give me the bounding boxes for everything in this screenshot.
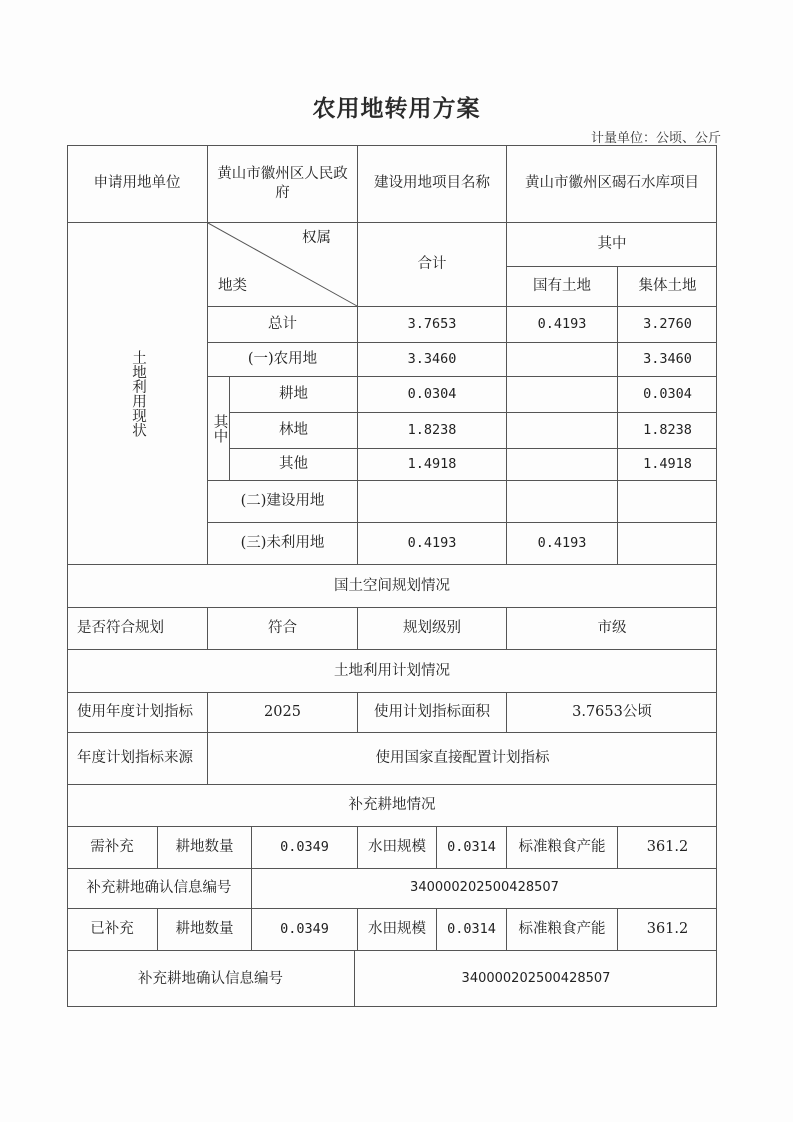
row-total-collective: 3.2760 — [618, 307, 717, 343]
done-confirm-label: 补充耕地确认信息编号 — [67, 951, 355, 1007]
annual-index-label: 使用年度计划指标 — [67, 693, 208, 733]
among-label — [208, 377, 230, 481]
row-other-collective: 1.4918 — [618, 449, 717, 481]
index-source-value: 使用国家直接配置计划指标 — [208, 733, 717, 785]
row-agri-name: (一)农用地 — [208, 343, 358, 377]
annual-index-value: 2025 — [208, 693, 358, 733]
header-landtype: 地类 — [218, 278, 247, 295]
planning-section-title: 国土空间规划情况 — [67, 565, 717, 608]
row-construction-collective — [618, 481, 717, 523]
row-unused-name: (三)未利用地 — [208, 523, 358, 565]
project-name-label: 建设用地项目名称 — [358, 145, 507, 223]
conform-value: 符合 — [208, 608, 358, 650]
row-farmland-name: 耕地 — [230, 377, 358, 413]
row-forest-sum: 1.8238 — [358, 413, 507, 449]
need-qty-value: 0.0349 — [252, 827, 358, 869]
plan-use-section-title: 土地利用计划情况 — [67, 650, 717, 693]
row-construction-sum — [358, 481, 507, 523]
done-confirm-number: 340000202500428507 — [461, 970, 611, 986]
index-area-label: 使用计划指标面积 — [358, 693, 507, 733]
index-source-label: 年度计划指标来源 — [67, 733, 208, 785]
row-total-state: 0.4193 — [507, 307, 618, 343]
row-unused-sum: 0.4193 — [358, 523, 507, 565]
row-construction-state — [507, 481, 618, 523]
measurement-unit: 计量单位：公顷、公斤 — [590, 131, 721, 146]
need-supplement-label: 需补充 — [67, 827, 158, 869]
index-area-value: 3.7653公顷 — [507, 693, 717, 733]
header-total: 合计 — [358, 223, 507, 307]
row-farmland-sum: 0.0304 — [358, 377, 507, 413]
row-unused-collective — [618, 523, 717, 565]
diagonal-header-cell — [208, 223, 358, 307]
done-qty-label: 耕地数量 — [158, 909, 252, 951]
header-collective-land: 集体土地 — [618, 267, 717, 307]
header-among: 其中 — [507, 223, 717, 267]
plan-level-value: 市级 — [507, 608, 717, 650]
need-grain-label: 标准粮食产能 — [507, 827, 618, 869]
done-grain-label: 标准粮食产能 — [507, 909, 618, 951]
plan-level-label: 规划级别 — [358, 608, 507, 650]
done-paddy-label: 水田规模 — [358, 909, 437, 951]
done-qty-value: 0.0349 — [252, 909, 358, 951]
applicant-value: 黄山市徽州区人民政府 — [208, 145, 358, 223]
land-use-side-label — [67, 223, 208, 565]
header-state-land: 国有土地 — [507, 267, 618, 307]
done-supplement-label: 已补充 — [67, 909, 158, 951]
need-paddy-value: 0.0314 — [437, 827, 507, 869]
row-other-name: 其他 — [230, 449, 358, 481]
row-farmland-state — [507, 377, 618, 413]
row-total-sum: 3.7653 — [358, 307, 507, 343]
supplement-section-title: 补充耕地情况 — [67, 785, 717, 827]
row-farmland-collective: 0.0304 — [618, 377, 717, 413]
need-grain-value: 361.2 — [618, 827, 717, 869]
row-forest-name: 林地 — [230, 413, 358, 449]
need-confirm-number: 340000202500428507 — [252, 869, 717, 909]
done-grain-value: 361.2 — [618, 909, 717, 951]
row-forest-collective: 1.8238 — [618, 413, 717, 449]
row-other-sum: 1.4918 — [358, 449, 507, 481]
applicant-label: 申请用地单位 — [67, 145, 208, 223]
row-construction-name: (二)建设用地 — [208, 481, 358, 523]
row-agri-sum: 3.3460 — [358, 343, 507, 377]
row-agri-state — [507, 343, 618, 377]
row-unused-state: 0.4193 — [507, 523, 618, 565]
need-confirm-label: 补充耕地确认信息编号 — [67, 869, 252, 909]
need-paddy-label: 水田规模 — [358, 827, 437, 869]
conform-label: 是否符合规划 — [67, 608, 208, 650]
row-forest-state — [507, 413, 618, 449]
project-name-value: 黄山市徽州区碣石水库项目 — [507, 145, 717, 223]
need-qty-label: 耕地数量 — [158, 827, 252, 869]
land-use-side-text: 土地利用现状 — [129, 350, 146, 437]
document-title: 农用地转用方案 — [312, 96, 481, 122]
row-agri-collective: 3.3460 — [618, 343, 717, 377]
row-total-name: 总计 — [208, 307, 358, 343]
done-paddy-value: 0.0314 — [437, 909, 507, 951]
row-other-state — [507, 449, 618, 481]
header-ownership: 权属 — [302, 230, 331, 246]
among-text: 其中 — [211, 414, 228, 443]
